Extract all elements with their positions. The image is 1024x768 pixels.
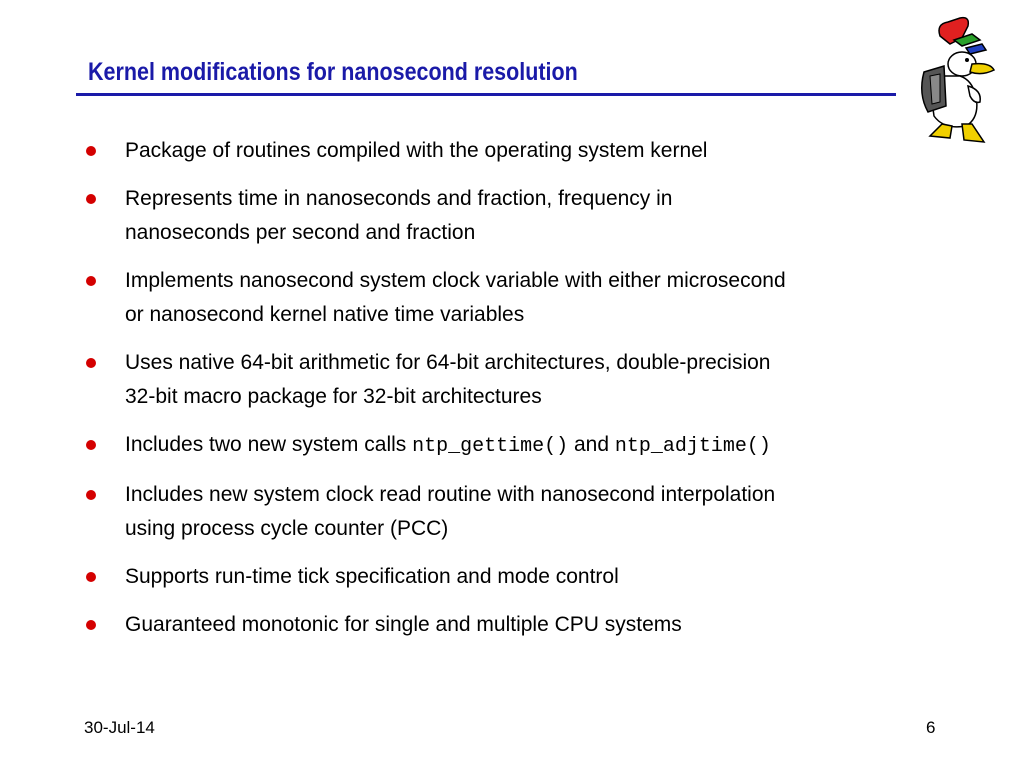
footer-date: 30-Jul-14 — [84, 718, 155, 737]
bullet-text: Represents time in nanoseconds and fraction, frequency in — [125, 187, 673, 210]
bullet-dot-icon — [86, 358, 96, 368]
bullet-list — [86, 134, 966, 656]
bullet-item — [86, 134, 966, 168]
slide-title: Kernel modifications for nanosecond resolution — [88, 58, 578, 86]
bullet-dot-icon — [86, 490, 96, 500]
title-underline — [76, 93, 896, 96]
bullet-text: Includes new system clock read routine with nanosecond interpolation — [125, 483, 776, 506]
bullet-item — [86, 182, 966, 250]
page-number: 6 — [926, 718, 936, 737]
bullet-text: and — [568, 433, 615, 456]
bullet-dot-icon — [86, 620, 96, 630]
bullet-dot-icon — [86, 276, 96, 286]
bullet-item — [86, 608, 966, 642]
bullet-item — [86, 478, 966, 546]
bullet-text: Supports run-time tick specification and mode control — [125, 565, 619, 588]
bullet-text: Uses native 64-bit arithmetic for 64-bit architectures, double-precision — [125, 351, 771, 374]
system-call-code: ntp_gettime() — [412, 435, 569, 458]
bullet-item — [86, 346, 966, 414]
bullet-dot-icon — [86, 194, 96, 204]
bullet-item — [86, 264, 966, 332]
bullet-text: using process cycle counter (PCC) — [125, 517, 449, 540]
bullet-dot-icon — [86, 572, 96, 582]
system-call-code: ntp_adjtime() — [614, 435, 771, 458]
bullet-text: nanoseconds per second and fraction — [125, 221, 476, 244]
bullet-text: or nanosecond kernel native time variables — [125, 303, 525, 326]
bullet-text: Package of routines compiled with the operating system kernel — [125, 139, 708, 162]
bullet-item — [86, 428, 966, 464]
bullet-item — [86, 560, 966, 594]
bullet-text: Implements nanosecond system clock variable with either microsecond — [125, 269, 786, 292]
bullet-text: Guaranteed monotonic for single and multiple CPU systems — [125, 613, 682, 636]
bullet-text: 32-bit macro package for 32-bit architectures — [125, 385, 542, 408]
duck-mascot-icon — [910, 14, 1002, 148]
bullet-dot-icon — [86, 146, 96, 156]
bullet-text: Includes two new system calls — [125, 433, 413, 456]
bullet-dot-icon — [86, 440, 96, 450]
